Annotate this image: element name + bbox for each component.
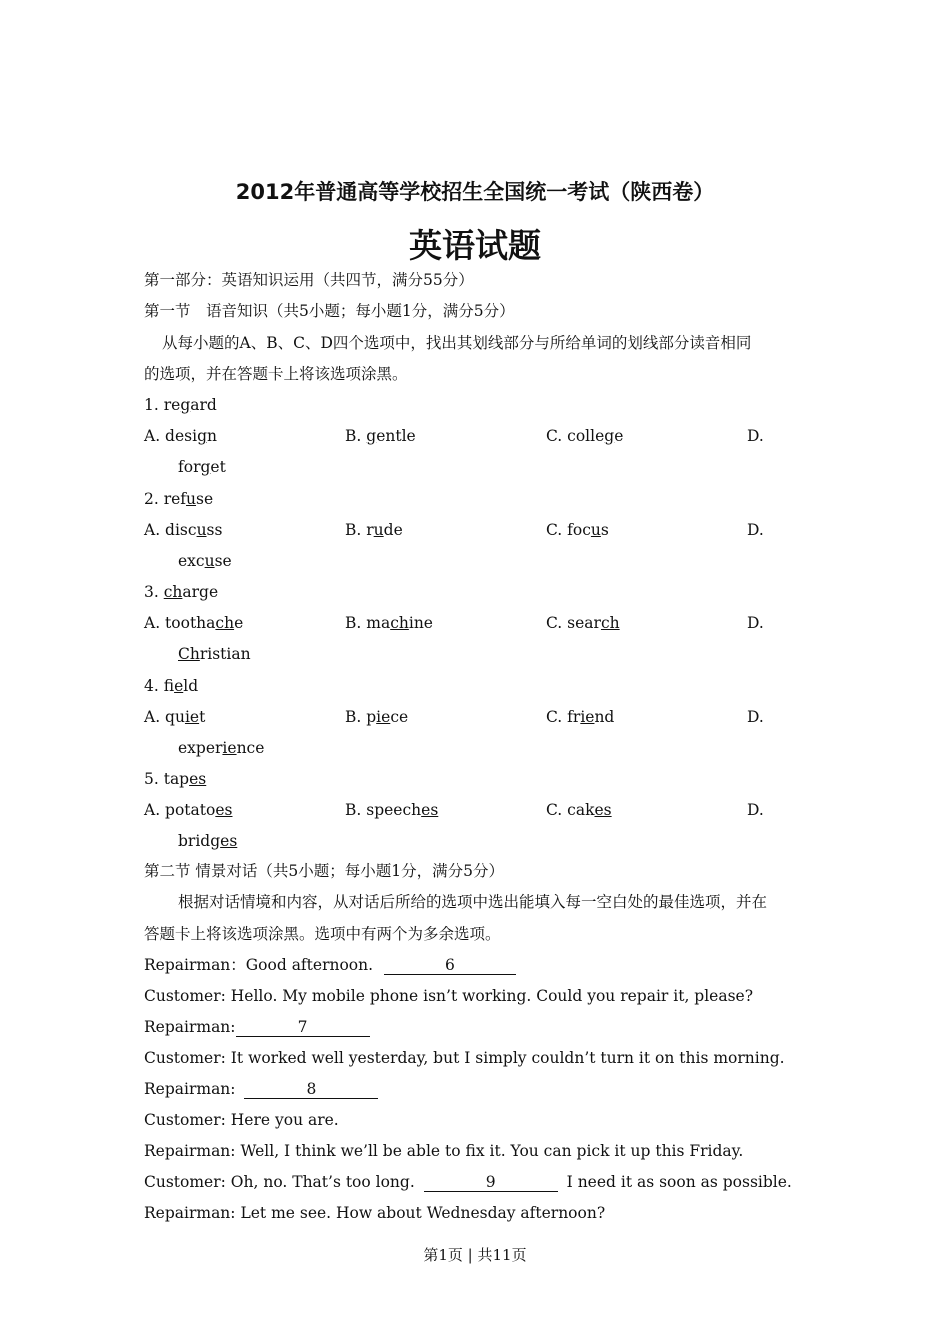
part1-heading: 第一部分：英语知识运用（共四节，满分55分）: [144, 271, 474, 289]
option-d-label: D.: [747, 520, 764, 539]
dialogue-text: Customer: Oh, no. That’s too long.: [144, 1173, 415, 1191]
underlined-letters: g: [604, 427, 615, 445]
option-b: [345, 426, 416, 446]
question-stem: [144, 395, 217, 415]
plain-text: A. disc: [144, 520, 197, 539]
underlined-letters: u: [590, 520, 601, 539]
underlined-letters: es: [594, 801, 612, 819]
exam-title: 2012年普通高等学校招生全国统一考试（陕西卷）: [235, 180, 715, 204]
instruction2-line2: 答题卡上将该选项涂黑。选项中有两个为多余选项。: [144, 925, 501, 943]
plain-text: se: [214, 551, 232, 570]
plain-text: bridg: [178, 832, 221, 850]
plain-text: B. speech: [345, 801, 422, 819]
dialogue-line: Customer: Hello. My mobile phone isn’t working. Could you repair it, please?: [144, 987, 754, 1005]
underlined-letters: u: [186, 489, 197, 508]
underlined-letters: ch: [600, 614, 620, 632]
plain-text: A. desi: [144, 427, 198, 445]
plain-text: B. r: [345, 520, 374, 539]
underlined-letters: g: [197, 427, 207, 445]
plain-text: ristian: [199, 645, 251, 663]
dialogue-line: Customer: It worked well yesterday, but I simply couldn’t turn it on this morning.: [144, 1049, 785, 1067]
underlined-letters: ie: [184, 707, 200, 726]
option-d-label: D.: [747, 427, 764, 445]
option-a: [144, 707, 205, 727]
plain-text: se: [196, 489, 214, 508]
answer-blank: 7: [236, 1019, 370, 1037]
underlined-letters: es: [421, 801, 439, 819]
plain-text: ard: [190, 396, 217, 414]
underlined-letters: ie: [376, 707, 391, 726]
underlined-letters: g: [200, 458, 211, 476]
plain-text: B. ma: [345, 614, 391, 632]
plain-text: C. cak: [546, 801, 595, 819]
plain-text: exc: [178, 551, 205, 570]
section1-heading: 第一节 语音知识（共5小题；每小题1分，满分5分）: [144, 302, 515, 320]
option-d-label: D.: [747, 614, 764, 632]
option-b: [345, 707, 408, 727]
plain-text: C. foc: [546, 520, 591, 539]
dialogue-line: Repairman: Let me see. How about Wednesday afternoon?: [144, 1204, 606, 1222]
dialogue-line: [144, 1172, 792, 1192]
option-b: [345, 800, 438, 820]
plain-text: A. potato: [144, 801, 216, 819]
option-a: [144, 613, 243, 633]
option-d-label: D.: [747, 801, 764, 819]
dialogue-text: Repairman:: [144, 1018, 236, 1036]
underlined-letters: ch: [390, 614, 409, 632]
underlined-letters: ie: [174, 676, 184, 695]
answer-blank: 6: [384, 957, 516, 975]
plain-text: nd: [594, 707, 615, 726]
option-c: [546, 800, 612, 820]
plain-text: for: [178, 458, 201, 476]
underlined-letters: Ch: [178, 645, 200, 663]
plain-text: nce: [236, 738, 265, 757]
plain-text: 3.: [144, 583, 164, 601]
option-d: [178, 738, 264, 758]
option-a: [144, 800, 232, 820]
plain-text: t: [199, 707, 206, 726]
underlined-letters: ch: [215, 614, 235, 632]
option-c: [546, 613, 620, 633]
section2-heading: 第二节 情景对话（共5小题；每小题1分，满分5分）: [144, 862, 505, 880]
underlined-letters: g: [366, 427, 377, 445]
plain-text: A. tootha: [144, 614, 216, 632]
plain-text: 5. tap: [144, 770, 190, 788]
dialogue-text: Repairman：Good afternoon.: [144, 956, 374, 974]
question-stem: [144, 676, 198, 696]
option-c: [546, 426, 623, 446]
exam-subtitle: 英语试题: [409, 226, 541, 265]
instruction2-line1: 根据对话情境和内容，从对话后所给的选项中选出能填入每一空白处的最佳选项，并在: [178, 893, 768, 911]
plain-text: 2. ref: [144, 489, 187, 508]
plain-text: ss: [206, 520, 223, 539]
underlined-letters: u: [196, 520, 207, 539]
option-c: [546, 707, 614, 727]
dialogue-text: Repairman:: [144, 1080, 236, 1098]
plain-text: C. colle: [546, 427, 605, 445]
plain-text: entle: [376, 427, 416, 445]
plain-text: n: [207, 427, 217, 445]
instruction1-line1: 从每小题的A、B、C、D四个选项中，找出其划线部分与所给单词的划线部分读音相同: [162, 334, 752, 352]
option-c: [546, 520, 609, 540]
plain-text: C. fr: [546, 707, 581, 726]
answer-blank: 8: [244, 1081, 378, 1099]
plain-text: ine: [408, 614, 433, 632]
underlined-letters: g: [180, 396, 191, 414]
dialogue-line: [144, 955, 516, 975]
plain-text: e: [234, 614, 244, 632]
option-a: [144, 426, 217, 446]
plain-text: arge: [182, 583, 219, 601]
question-stem: [144, 769, 206, 789]
dialogue-line: [144, 1079, 378, 1099]
plain-text: de: [383, 520, 403, 539]
plain-text: s: [600, 520, 609, 539]
underlined-letters: es: [215, 801, 233, 819]
answer-blank: 9: [424, 1174, 558, 1192]
underlined-letters: u: [204, 551, 215, 570]
plain-text: e: [614, 427, 624, 445]
plain-text: ce: [390, 707, 409, 726]
plain-text: exper: [178, 738, 223, 757]
option-d: [178, 644, 251, 664]
option-a: [144, 520, 222, 540]
option-d: [178, 457, 226, 477]
underlined-letters: es: [220, 832, 238, 850]
plain-text: A. qu: [144, 707, 185, 726]
dialogue-line: Customer: Here you are.: [144, 1111, 339, 1129]
underlined-letters: ch: [163, 583, 183, 601]
underlined-letters: ie: [580, 707, 595, 726]
plain-text: 4. f: [144, 676, 175, 695]
underlined-letters: ie: [222, 738, 237, 757]
plain-text: B.: [345, 427, 367, 445]
plain-text: 1. re: [144, 396, 181, 414]
instruction1-line2: 的选项，并在答题卡上将该选项涂黑。: [144, 365, 408, 383]
option-d: [178, 551, 232, 571]
option-d-label: D.: [747, 707, 764, 726]
plain-text: ld: [183, 676, 199, 695]
plain-text: et: [210, 458, 226, 476]
dialogue-line: Repairman: Well, I think we’ll be able to fix it. You can pick it up this Friday.: [144, 1142, 744, 1160]
option-b: [345, 520, 403, 540]
page-footer: 第1页 | 共11页: [423, 1246, 527, 1264]
plain-text: B. p: [345, 707, 377, 726]
option-b: [345, 613, 433, 633]
dialogue-text: I need it as soon as possible.: [566, 1173, 792, 1191]
underlined-letters: es: [189, 770, 207, 788]
dialogue-line: [144, 1017, 370, 1037]
question-stem: [144, 582, 218, 602]
underlined-letters: u: [373, 520, 384, 539]
plain-text: C. sear: [546, 614, 601, 632]
option-d: [178, 831, 237, 851]
question-stem: [144, 489, 213, 509]
